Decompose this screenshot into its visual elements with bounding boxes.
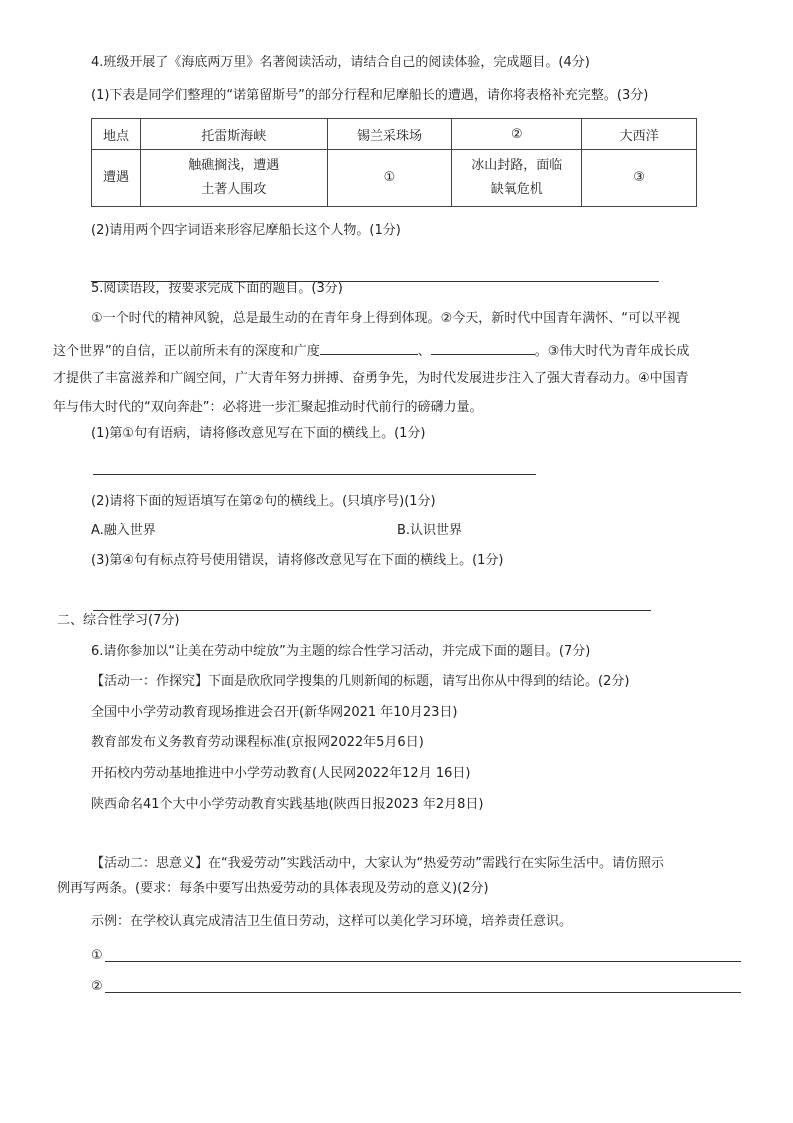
answer-line-1[interactable] bbox=[105, 961, 741, 962]
cell-line: 触礁搁浅，遭遇 bbox=[188, 158, 280, 173]
option-b: B.认识世界 bbox=[397, 523, 463, 538]
answer-line[interactable] bbox=[93, 610, 651, 611]
news-item: 全国中小学劳动教育现场推进会召开(新华网2021 年10月23日) bbox=[91, 705, 458, 720]
table-cell: ① bbox=[327, 150, 452, 207]
text-span: 。③伟大时代为青年成长成 bbox=[534, 344, 690, 359]
q5-paragraph-line4: 年与伟大时代的“双向奔赴”：必将进一步汇聚起推动时代前行的磅礴力量。 bbox=[53, 400, 483, 415]
q5-paragraph-line3: 才提供了丰富滋养和广阔空间，广大青年努力拼搏、奋勇争先，为时代发展进步注入了强大青春动力。④中国青 bbox=[53, 371, 689, 386]
q5-sub3: (3)第④句有标点符号使用错误，请将修改意见写在下面的横线上。(1分) bbox=[91, 553, 504, 568]
table-row bbox=[92, 119, 697, 150]
cell-line: 土著人围攻 bbox=[201, 182, 267, 197]
q6-title: 6.请你参加以“让美在劳动中绽放”为主题的综合性学习活动，并完成下面的题目。(7分) bbox=[91, 644, 591, 659]
table-cell bbox=[452, 150, 582, 207]
answer-marker-2: ② bbox=[91, 979, 103, 994]
table-cell: 锡兰采珠场 bbox=[327, 119, 452, 150]
table-cell bbox=[140, 150, 327, 207]
q5-title: 5.阅读语段，按要求完成下面的题目。(3分) bbox=[91, 281, 343, 296]
q5-sub2: (2)请将下面的短语填写在第②句的横线上。(只填序号)(1分) bbox=[91, 494, 436, 509]
table-cell: 托雷斯海峡 bbox=[140, 119, 327, 150]
example-text: 示例：在学校认真完成清洁卫生值日劳动，这样可以美化学习环境，培养责任意识。 bbox=[91, 914, 573, 929]
section-heading: 二、综合性学习(7分) bbox=[57, 613, 180, 628]
text-span: 、 bbox=[417, 344, 431, 359]
itinerary-table bbox=[91, 118, 697, 207]
activity-2-line1: 【活动二：思意义】在“我爱劳动”实践活动中，大家认为“热爱劳动”需践行在实际生活中。请仿照示 bbox=[91, 856, 664, 871]
news-item: 教育部发布义务教育劳动课程标准(京报网2022年5月6日) bbox=[91, 735, 424, 750]
answer-line[interactable] bbox=[93, 474, 536, 475]
q5-paragraph-line1: ①一个时代的精神风貌，总是最生动的在青年身上得到体现。②今天，新时代中国青年满怀、“可以平视 bbox=[91, 311, 681, 326]
q4-sub2: (2)请用两个四字词语来形容尼摩船长这个人物。(1分) bbox=[91, 223, 401, 238]
table-cell: ② bbox=[452, 119, 582, 150]
activity-2-line2: 例再写两条。(要求：每条中要写出热爱劳动的具体表现及劳动的意义)(2分) bbox=[57, 881, 489, 896]
table-row bbox=[92, 150, 697, 207]
table-cell: 地点 bbox=[92, 119, 141, 150]
answer-line-2[interactable] bbox=[105, 992, 741, 993]
q5-sub1: (1)第①句有语病，请将修改意见写在下面的横线上。(1分) bbox=[91, 426, 426, 441]
fill-blank-1[interactable] bbox=[320, 340, 418, 355]
option-a: A.融入世界 bbox=[91, 523, 156, 538]
activity-1: 【活动一：作探究】下面是欣欣同学搜集的几则新闻的标题，请写出你从中得到的结论。(2分) bbox=[91, 674, 630, 689]
table-cell: ③ bbox=[582, 150, 697, 207]
q4-sub1: (1)下表是同学们整理的“诺第留斯号”的部分行程和尼摩船长的遭遇，请你将表格补充完整。(3分) bbox=[91, 88, 649, 103]
text-span: 这个世界”的自信，正以前所未有的深度和广度 bbox=[53, 344, 320, 359]
q5-paragraph-line2 bbox=[53, 340, 689, 361]
news-item: 开拓校内劳动基地推进中小学劳动教育(人民网2022年12月 16日) bbox=[91, 766, 471, 781]
table-cell: 遭遇 bbox=[92, 150, 141, 207]
answer-marker-1: ① bbox=[91, 948, 103, 963]
fill-blank-2[interactable] bbox=[431, 340, 535, 355]
cell-line: 冰山封路，面临 bbox=[471, 158, 563, 173]
news-item: 陕西命名41个大中小学劳动教育实践基地(陕西日报2023 年2月8日) bbox=[91, 797, 484, 812]
cell-line: 缺氧危机 bbox=[490, 182, 543, 197]
q4-title: 4.班级开展了《海底两万里》名著阅读活动，请结合自己的阅读体验，完成题目。(4分) bbox=[91, 55, 590, 70]
table-cell: 大西洋 bbox=[582, 119, 697, 150]
